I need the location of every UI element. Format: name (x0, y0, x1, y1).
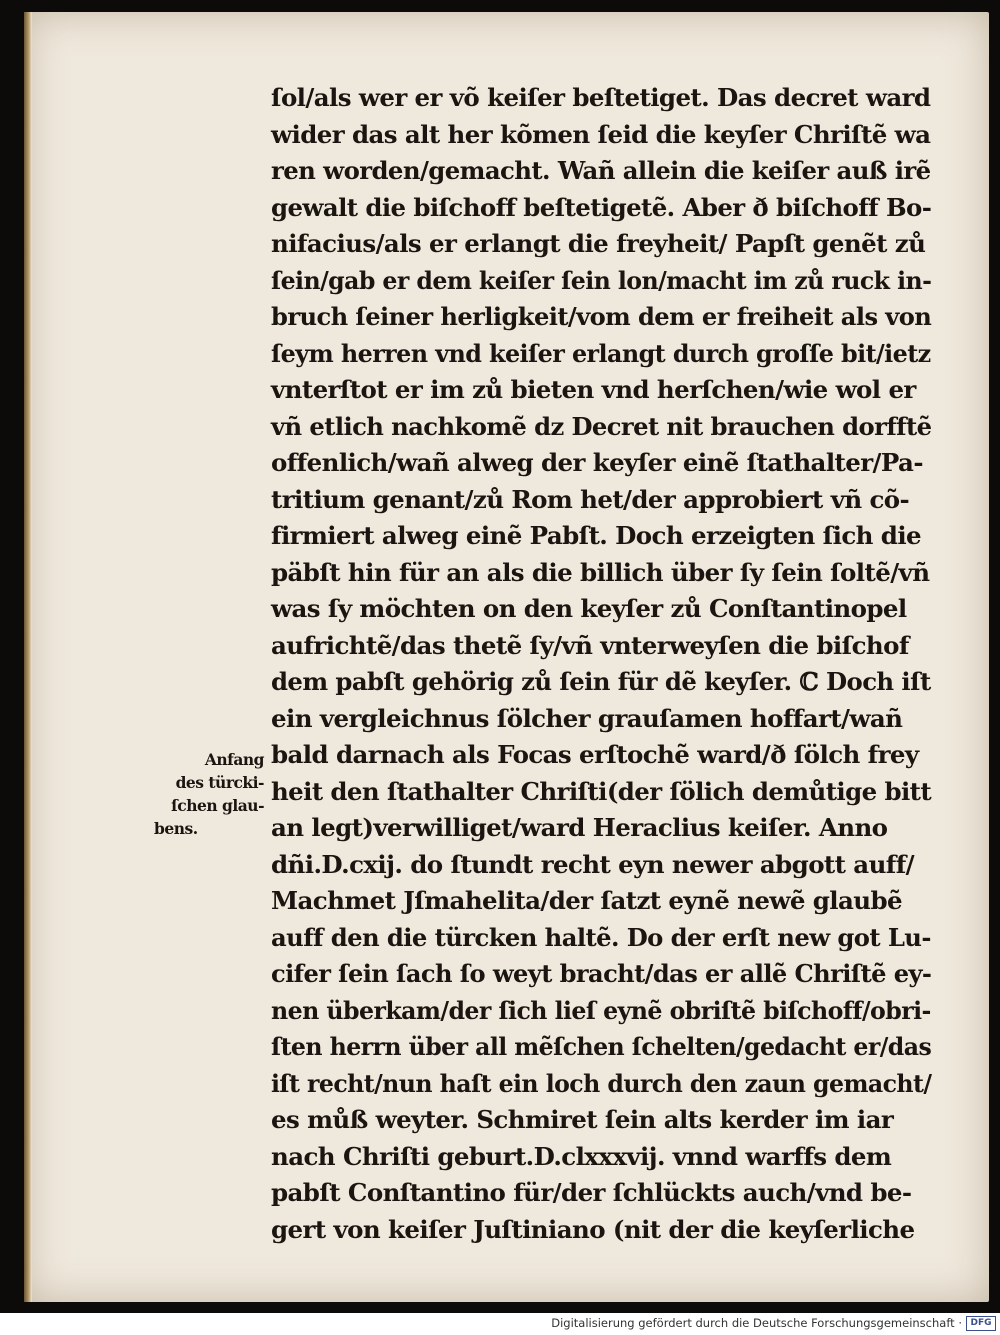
text-line: es můß weyter. Schmiret ſein alts kerder im iar (271, 1105, 894, 1134)
text-line: heit den ſtathalter Chriſti(der ſölich demůtige bitt (271, 776, 932, 806)
text-line: auff den die türcken haltẽ. Do der erſt new got Lu- (271, 922, 931, 952)
marginal-note-line: ſchen glau- (171, 796, 264, 815)
text-line: gert von keiſer Juſtiniano (nit der die keyſerliche (271, 1214, 915, 1244)
page-edge (24, 12, 32, 1302)
main-text-block (271, 80, 931, 1248)
text-line: pabſt Conſtantino für/der ſchlückts auch/vnd be- (271, 1178, 912, 1207)
text-line: an legt)verwilliget/ward Heraclius keiſer. Anno (271, 813, 888, 842)
text-line: dem pabſt gehörig zů ſein für dẽ keyſer. ℂ Doch iſt (271, 667, 931, 696)
marginal-note-line: Anfang (204, 750, 264, 769)
marginal-note (152, 748, 264, 840)
text-line: ſein/gab er dem keiſer ſein lon/macht im zů ruck in- (271, 265, 932, 295)
text-line: cifer ſein ſach ſo weyt bracht/das er allẽ Chriſtẽ ey- (271, 959, 932, 988)
text-line: ſeym herren vnd keiſer erlangt durch groſſe bit/ietz (271, 338, 931, 368)
text-line: tritium genant/zů Rom het/der approbiert vñ cõ- (271, 484, 910, 514)
text-line: ren worden/gemacht. Wañ allein die keiſer auß irẽ (271, 156, 931, 185)
text-line: was ſy möchten on den keyſer zů Conſtantinopel (271, 594, 907, 623)
text-line: nen überkam/der ſich lieſ eynẽ obriſtẽ biſchoff/obri- (271, 995, 931, 1025)
text-line: iſt recht/nun haſt ein loch durch den zaun gemacht/ (271, 1068, 932, 1098)
text-line: nifacius/als er erlangt die freyheit/ Papſt genẽt zů (271, 229, 926, 258)
marginal-note-line: des türcki- (175, 773, 264, 792)
text-line: ſten herrn über all mẽſchen ſchelten/gedacht er/das (271, 1032, 932, 1061)
dfg-logo: DFG (966, 1316, 996, 1331)
text-line: gewalt die biſchoff beſtetigetẽ. Aber ð biſchoff Bo- (271, 192, 932, 222)
text-line: firmiert alweg einẽ Pabſt. Doch erzeigten ſich die (271, 521, 922, 550)
text-line: nach Chriſti geburt.D.clxxxvij. vnnd warffs dem (271, 1141, 892, 1171)
text-line: offenlich/wañ alweg der keyſer einẽ ſtathalter/Pa- (271, 448, 923, 477)
footer-bar (0, 1313, 1000, 1335)
text-line: aufrichtẽ/das thetẽ ſy/vñ vnterweyſen die biſchof (271, 630, 909, 660)
text-line: ein vergleichnus ſölcher grauſamen hoffart/wañ (271, 703, 903, 733)
text-line: bald darnach als Focas erſtochẽ ward/ð ſölch frey (271, 740, 919, 769)
text-line: wider das alt her kõmen ſeid die keyſer Chriſtẽ wa (271, 119, 931, 149)
text-line: päbſt hin für an als die billich über ſy ſein ſoltẽ/vñ (271, 557, 930, 587)
text-line: vnterſtot er im zů bieten vnd herſchen/wie wol er (271, 375, 916, 404)
text-line: bruch ſeiner herligkeit/vom dem er freiheit als von (271, 302, 932, 331)
text-line: ſol/als wer er võ keiſer beſtetiget. Das decret ward (271, 83, 931, 112)
funding-credit: Digitalisierung gefördert durch die Deutsche Forschungsgemeinschaft · (551, 1316, 962, 1330)
text-line: Machmet Jſmahelita/der ſatzt eynẽ newẽ glaubẽ (271, 886, 903, 915)
text-line: vñ etlich nachkomẽ dz Decret nit brauchen dorfftẽ (271, 411, 932, 441)
text-line: dñi.D.cxij. do ſtundt recht eyn newer abgott auff/ (271, 849, 915, 879)
marginal-note-line: bens. (154, 819, 198, 838)
